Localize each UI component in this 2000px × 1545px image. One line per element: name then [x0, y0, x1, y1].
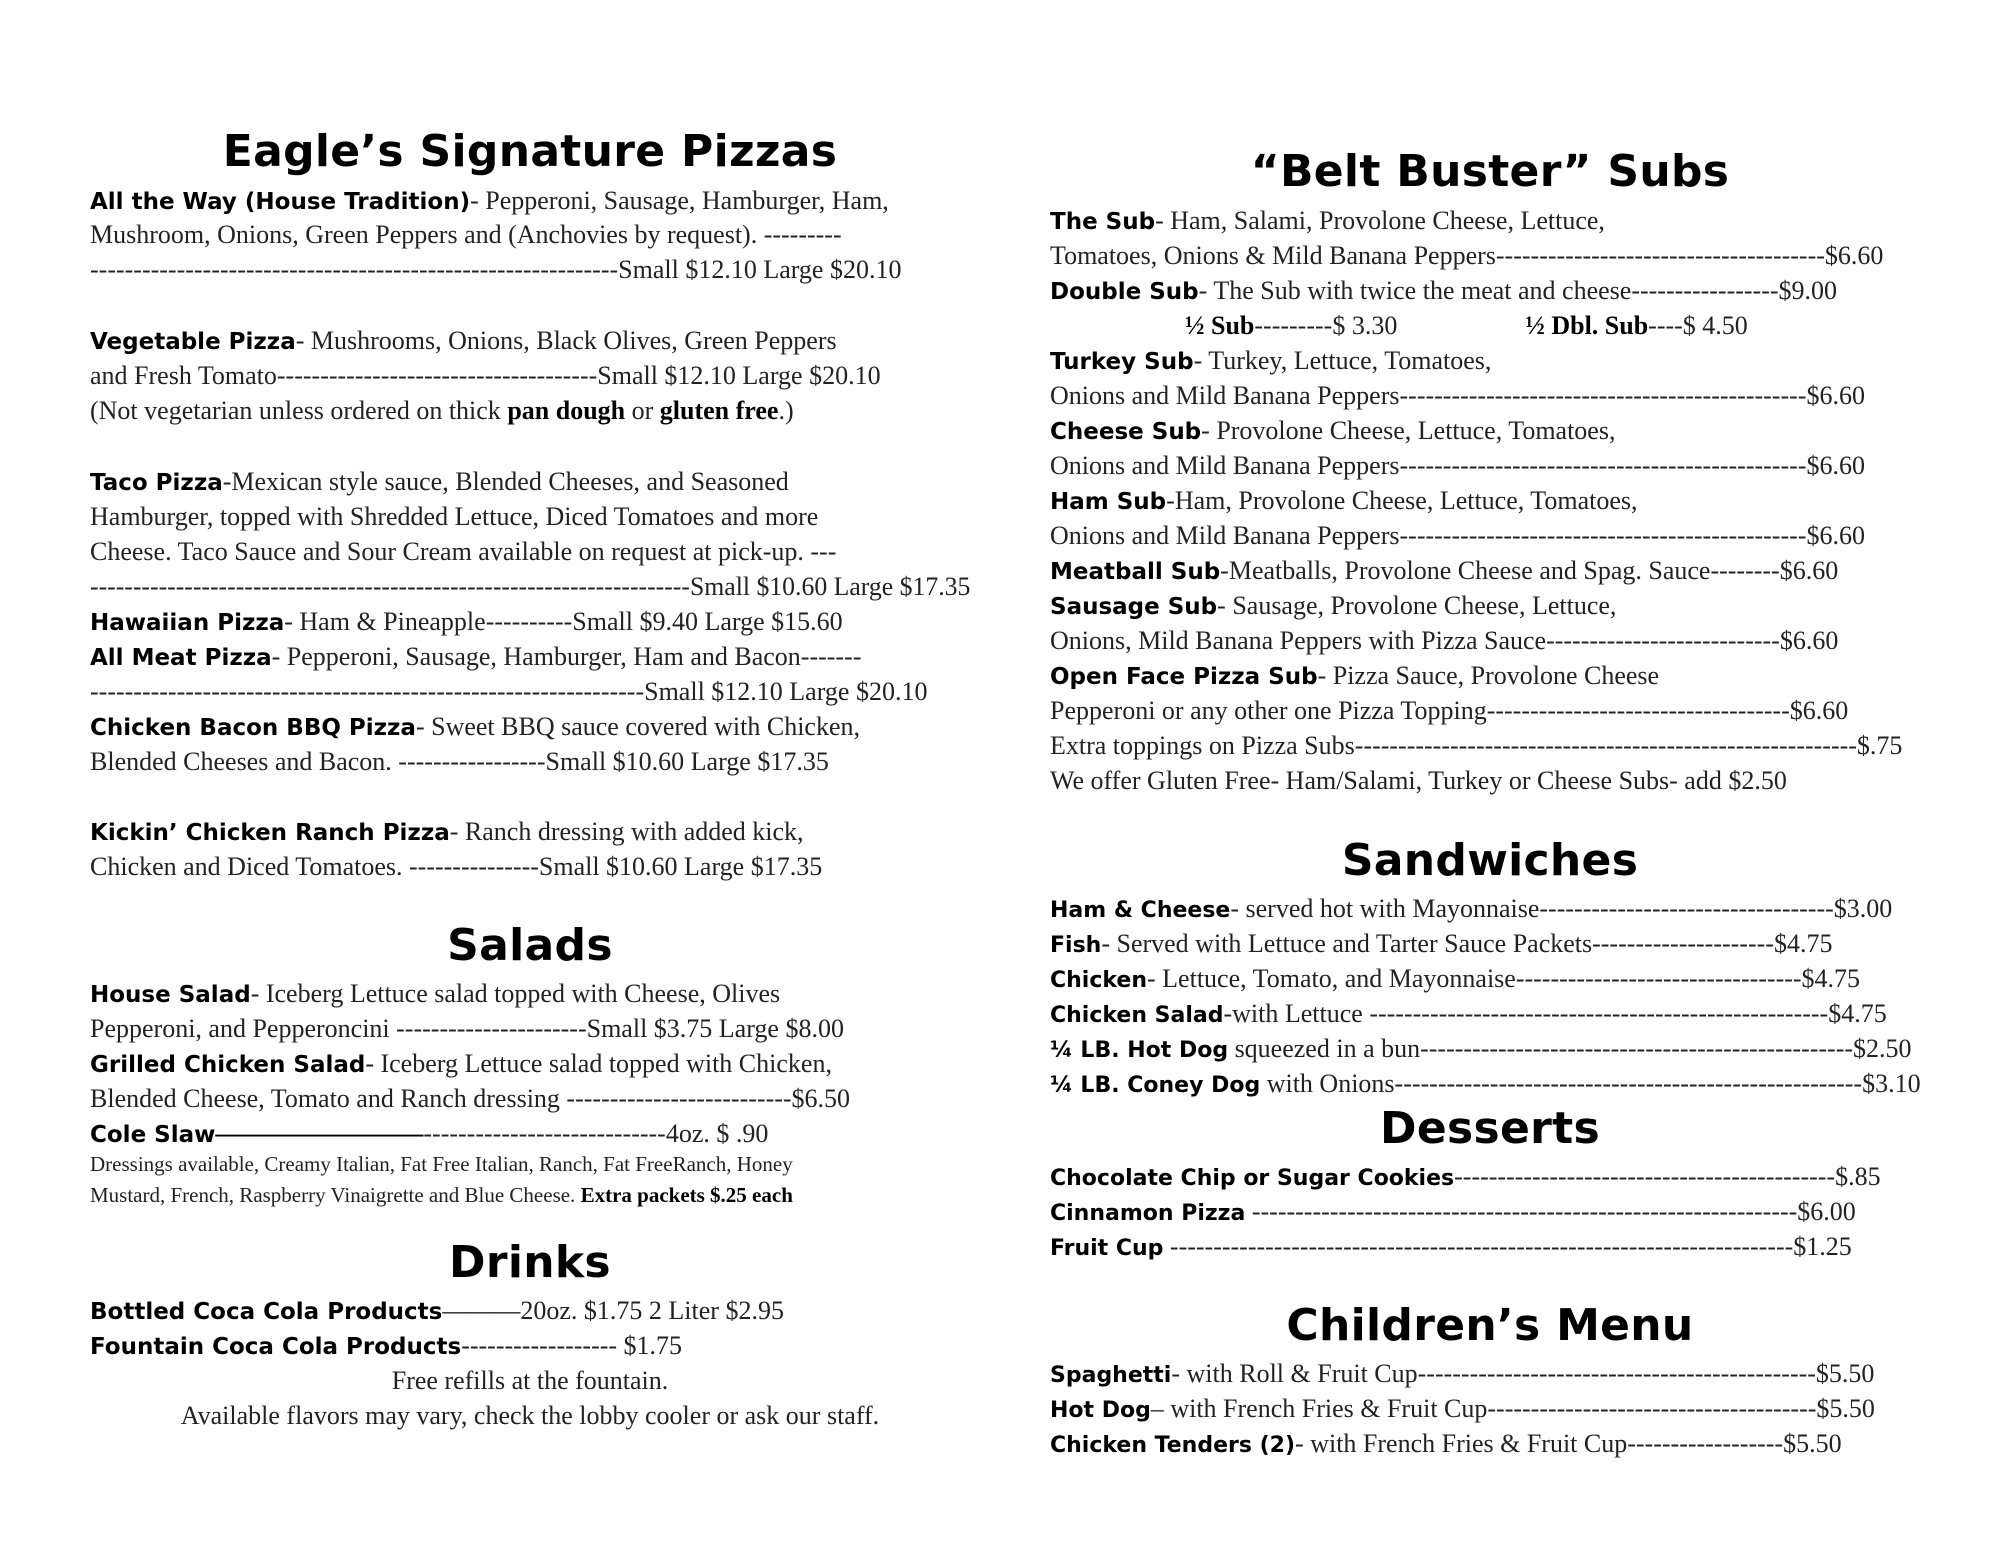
item-desc: - Turkey, Lettuce, Tomatoes, — [1193, 346, 1492, 375]
menu-item-meatball-sub — [1050, 554, 1930, 589]
item-desc: - with Roll & Fruit Cup----------------------------------------------$5.50 — [1171, 1359, 1875, 1388]
item-desc-line: Cheese. Taco Sauce and Sour Cream available on request at pick-up. --- — [90, 537, 837, 566]
item-desc: ------------------ $1.75 — [461, 1331, 683, 1360]
item-desc-line: Hamburger, topped with Shredded Lettuce, Diced Tomatoes and more — [90, 502, 819, 531]
item-price-line: Chicken and Diced Tomatoes. ---------------Small $10.60 Large $17.35 — [90, 852, 823, 881]
item-price-line: -------------------------------------------------------------Small $12.10 Large $20.10 — [90, 255, 902, 284]
note-text: .) — [778, 396, 794, 425]
menu-item-fruit-cup — [1050, 1230, 1930, 1266]
pan-dough-text: pan dough — [507, 396, 626, 425]
item-name: Double Sub — [1050, 279, 1199, 305]
gluten-free-text: gluten free — [659, 396, 779, 425]
item-name: Chicken Salad — [1050, 1003, 1224, 1028]
item-name: Open Face Pizza Sub — [1050, 664, 1318, 690]
item-name: Chocolate Chip or Sugar Cookies — [1050, 1166, 1455, 1191]
menu-item-ham-sub — [1050, 484, 1930, 519]
menu-item-open-face-pizza-sub — [1050, 659, 1930, 694]
menu-item-house-salad — [90, 977, 970, 1012]
menu-item-sausage-sub — [1050, 589, 1930, 624]
item-price-line: ----------------------------------------------------------------Small $12.10 Large $20.10 — [90, 677, 928, 706]
item-desc: – with French Fries & Fruit Cup--------------------------------------$5.50 — [1150, 1394, 1875, 1423]
menu-item-all-the-way — [90, 184, 970, 219]
item-desc: -with Lettuce -----------------------------------------------------$4.75 — [1223, 999, 1887, 1028]
item-desc: - Served with Lettuce and Tarter Sauce Packets---------------------$4.75 — [1101, 929, 1833, 958]
item-price-line: ----------------------------------------------------------------------Small $10.60 Large $17.35 — [90, 572, 971, 601]
menu-item-all-meat — [90, 640, 970, 675]
sandwiches-heading: Sandwiches — [1341, 835, 1639, 886]
half-sub-line — [1050, 309, 1930, 343]
menu-item-chicken-salad — [1050, 997, 1930, 1033]
item-price-line: Onions and Mild Banana Peppers-----------------------------------------------$6.60 — [1050, 521, 1865, 550]
drinks-heading: Drinks — [449, 1237, 611, 1288]
item-price-line: Pepperoni, and Pepperoncini ----------------------Small $3.75 Large $8.00 — [90, 1014, 844, 1043]
item-price-line: Pepperoni or any other one Pizza Topping-----------------------------------$6.60 — [1050, 696, 1849, 725]
item-price-line: Onions, Mild Banana Peppers with Pizza Sauce---------------------------$6.60 — [1050, 626, 1839, 655]
item-name: Hot Dog — [1050, 1398, 1151, 1423]
item-desc: - Iceberg Lettuce salad topped with Chicken, — [365, 1049, 832, 1078]
menu-item-chicken — [1050, 962, 1930, 998]
item-desc: - Pepperoni, Sausage, Hamburger, Ham and Bacon------- — [271, 642, 862, 671]
item-name: Taco Pizza — [90, 470, 223, 496]
subs-heading: “Belt Buster” Subs — [1250, 146, 1730, 197]
item-name: Hawaiian Pizza — [90, 610, 285, 636]
extra-packets-text: Extra packets $.25 each — [580, 1183, 793, 1207]
item-name: Kickin’ Chicken Ranch Pizza — [90, 820, 450, 846]
menu-item-kids-chicken-tenders — [1050, 1427, 1930, 1463]
item-name: Turkey Sub — [1050, 349, 1194, 375]
flavors-note: Available flavors may vary, check the lobby cooler or ask our staff. — [180, 1401, 880, 1430]
item-price-line: Onions and Mild Banana Peppers-----------------------------------------------$6.60 — [1050, 381, 1865, 410]
item-desc: -Ham, Provolone Cheese, Lettuce, Tomatoes, — [1166, 486, 1638, 515]
item-name: Meatball Sub — [1050, 559, 1221, 585]
gluten-free-subs-line: We offer Gluten Free- Ham/Salami, Turkey or Cheese Subs- add $2.50 — [1050, 766, 1787, 795]
childrens-menu-heading: Children’s Menu — [1286, 1300, 1694, 1351]
item-desc: ----------------------------4oz. $ .90 — [423, 1119, 769, 1148]
item-name: Cinnamon Pizza — [1050, 1201, 1246, 1226]
item-desc: - Ham & Pineapple----------Small $9.40 Large $15.60 — [284, 607, 843, 636]
menu-item-chicken-bacon-bbq — [90, 710, 970, 745]
dressings-line-1: Dressings available, Creamy Italian, Fat Free Italian, Ranch, Fat FreeRanch, Honey — [90, 1152, 793, 1176]
menu-item-the-sub — [1050, 204, 1930, 239]
item-desc: - The Sub with twice the meat and cheese-----------------$9.00 — [1198, 276, 1838, 305]
item-name: ¼ LB. Coney Dog — [1050, 1073, 1261, 1098]
item-name: Vegetable Pizza — [90, 329, 296, 355]
item-desc: - Ham, Salami, Provolone Cheese, Lettuce, — [1155, 206, 1605, 235]
item-name: Spaghetti — [1050, 1363, 1172, 1388]
menu-item-kids-hot-dog — [1050, 1392, 1930, 1428]
pizzas-heading: Eagle’s Signature Pizzas — [222, 126, 838, 177]
menu-item-fountain-coke — [90, 1329, 970, 1364]
half-dbl-sub-price: ----$ 4.50 — [1648, 311, 1748, 340]
item-dashes: ———————— — [215, 1119, 424, 1148]
item-price-line: Blended Cheese, Tomato and Ranch dressing --------------------------$6.50 — [90, 1084, 851, 1113]
item-name: The Sub — [1050, 209, 1156, 235]
menu-item-ham-cheese — [1050, 892, 1930, 928]
menu-item-cinnamon-pizza — [1050, 1195, 1930, 1231]
note-text: (Not vegetarian unless ordered on thick — [90, 396, 508, 425]
item-name: Cheese Sub — [1050, 419, 1202, 445]
menu-item-double-sub — [1050, 274, 1930, 309]
item-desc: - Pizza Sauce, Provolone Cheese — [1317, 661, 1660, 690]
menu-item-cookies — [1050, 1160, 1930, 1196]
menu-item-hot-dog — [1050, 1032, 1930, 1068]
item-price-line: and Fresh Tomato-------------------------------------Small $12.10 Large $20.10 — [90, 361, 881, 390]
item-name: Chicken — [1050, 968, 1148, 993]
item-desc: - Mushrooms, Onions, Black Olives, Green Peppers — [295, 326, 837, 355]
item-desc: ------------------------------------------------------------------------$1.25 — [1163, 1232, 1852, 1261]
item-name: Bottled Coca Cola Products — [90, 1299, 443, 1325]
item-name: Sausage Sub — [1050, 594, 1218, 620]
menu-item-coney-dog — [1050, 1067, 1930, 1103]
item-price-line: Tomatoes, Onions & Mild Banana Peppers--------------------------------------$6.60 — [1050, 241, 1884, 270]
menu-item-cole-slaw — [90, 1117, 970, 1152]
item-desc: - Ranch dressing with added kick, — [449, 817, 804, 846]
item-desc: - Sausage, Provolone Cheese, Lettuce, — [1217, 591, 1617, 620]
menu-item-cheese-sub — [1050, 414, 1930, 449]
menu-item-hawaiian — [90, 605, 970, 640]
menu-item-kids-spaghetti — [1050, 1357, 1930, 1393]
item-desc: - Provolone Cheese, Lettuce, Tomatoes, — [1201, 416, 1616, 445]
item-name: Grilled Chicken Salad — [90, 1052, 366, 1078]
half-sub-label: ½ Sub — [1185, 311, 1255, 340]
item-desc: ---------------------------------------------------------------$6.00 — [1245, 1197, 1856, 1226]
item-name: Ham & Cheese — [1050, 898, 1231, 923]
menu-item-bottled-coke — [90, 1294, 970, 1329]
item-desc: - with French Fries & Fruit Cup------------------$5.50 — [1295, 1429, 1842, 1458]
vegetarian-note — [90, 394, 970, 428]
item-name: All the Way (House Tradition) — [90, 189, 471, 215]
dressings-text: Mustard, French, Raspberry Vinaigrette and Blue Cheese. — [90, 1183, 581, 1207]
menu-item-grilled-chicken-salad — [90, 1047, 970, 1082]
menu-item-fish — [1050, 927, 1930, 963]
item-name: Chicken Bacon BBQ Pizza — [90, 715, 416, 741]
extra-toppings-line: Extra toppings on Pizza Subs----------------------------------------------------------$.75 — [1050, 731, 1903, 760]
item-desc-line: Mushroom, Onions, Green Peppers and (Anchovies by request). --------- — [90, 220, 842, 249]
item-desc: -Meatballs, Provolone Cheese and Spag. Sauce--------$6.60 — [1220, 556, 1839, 585]
item-desc: with Onions------------------------------------------------------$3.10 — [1260, 1069, 1921, 1098]
item-desc: --------------------------------------------$.85 — [1454, 1162, 1881, 1191]
item-desc: - Iceberg Lettuce salad topped with Cheese, Olives — [250, 979, 781, 1008]
menu-item-kickin-chicken — [90, 815, 970, 850]
half-dbl-sub-label: ½ Dbl. Sub — [1525, 311, 1649, 340]
item-name: Cole Slaw — [90, 1122, 216, 1148]
item-desc: squeezed in a bun--------------------------------------------------$2.50 — [1228, 1034, 1912, 1063]
salads-heading: Salads — [447, 920, 613, 971]
item-desc: - Sweet BBQ sauce covered with Chicken, — [415, 712, 860, 741]
menu-item-taco — [90, 465, 970, 500]
item-desc: - Lettuce, Tomato, and Mayonnaise---------------------------------$4.75 — [1147, 964, 1861, 993]
item-name: Chicken Tenders (2) — [1050, 1433, 1296, 1458]
item-desc: -Mexican style sauce, Blended Cheeses, and Seasoned — [222, 467, 789, 496]
item-price-line: Blended Cheeses and Bacon. -----------------Small $10.60 Large $17.35 — [90, 747, 829, 776]
item-desc: - Pepperoni, Sausage, Hamburger, Ham, — [470, 186, 889, 215]
item-desc: ———20oz. $1.75 2 Liter $2.95 — [442, 1296, 784, 1325]
item-name: Fountain Coca Cola Products — [90, 1334, 462, 1360]
item-name: Fruit Cup — [1050, 1236, 1164, 1261]
menu-item-turkey-sub — [1050, 344, 1930, 379]
refills-note: Free refills at the fountain. — [391, 1366, 669, 1395]
menu-item-vegetable — [90, 324, 970, 359]
item-name: Ham Sub — [1050, 489, 1167, 515]
item-name: Fish — [1050, 933, 1102, 958]
note-text: or — [625, 396, 660, 425]
item-name: All Meat Pizza — [90, 645, 272, 671]
dressings-line-2 — [90, 1180, 970, 1210]
item-name: House Salad — [90, 982, 251, 1008]
item-desc: - served hot with Mayonnaise----------------------------------$3.00 — [1230, 894, 1893, 923]
half-sub-price: ---------$ 3.30 — [1254, 311, 1398, 340]
item-price-line: Onions and Mild Banana Peppers-----------------------------------------------$6.60 — [1050, 451, 1865, 480]
desserts-heading: Desserts — [1380, 1103, 1600, 1154]
item-name: ¼ LB. Hot Dog — [1050, 1038, 1229, 1063]
